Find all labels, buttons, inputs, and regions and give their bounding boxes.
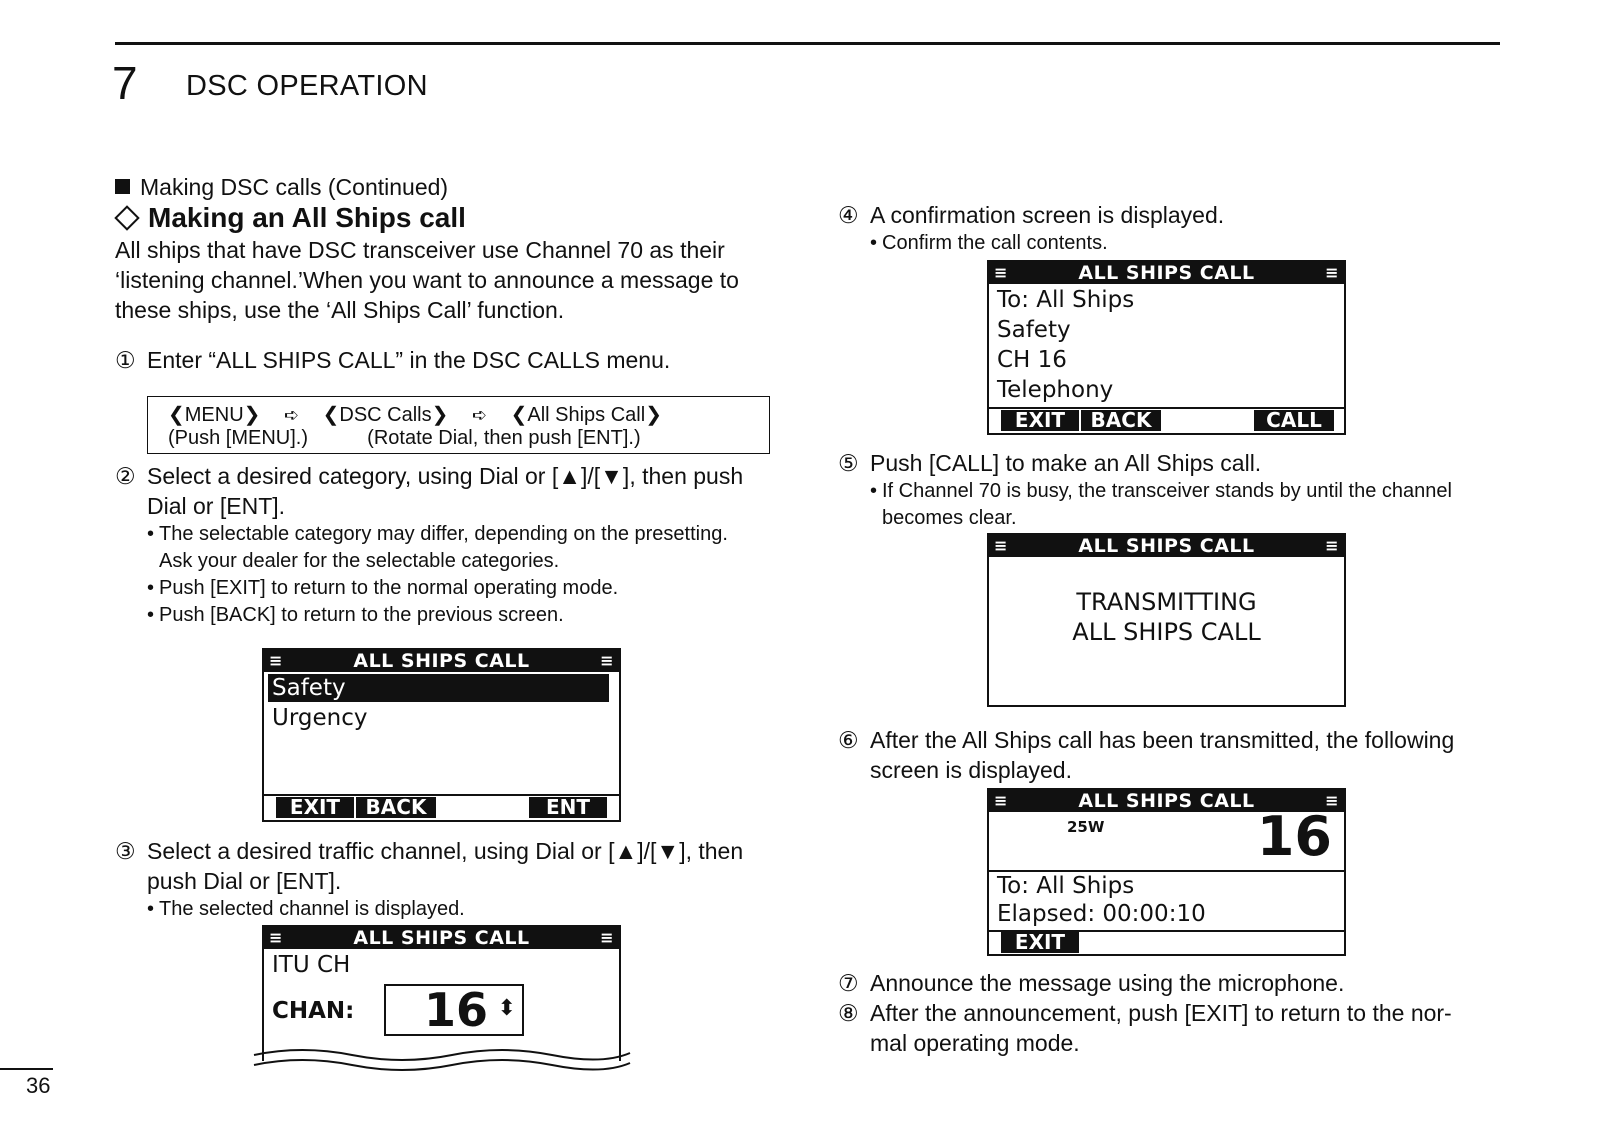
elapsed-time: Elapsed: 00:00:10 <box>997 901 1206 927</box>
step-number: ⑥ <box>838 727 859 753</box>
step-5: ⑤ Push [CALL] to make an All Ships call. • If Channel 70 is busy, the transceiver stands by until the channel becomes clear. <box>870 448 1525 532</box>
step-number: ⑦ <box>838 970 859 996</box>
power-level: 25W <box>1067 818 1105 836</box>
lcd-title-bar: ≡ ALL SHIPS CALL ≡ <box>264 650 619 672</box>
up-down-icon: ⬍ <box>497 996 516 1021</box>
confirm-line: Safety <box>997 317 1071 343</box>
call-softkey[interactable]: CALL <box>1254 410 1334 431</box>
channel-value: 16 <box>424 983 489 1037</box>
exit-softkey[interactable]: EXIT <box>1001 932 1079 953</box>
step-number: ④ <box>838 202 859 228</box>
step-number: ① <box>115 347 136 373</box>
step-1: ① Enter “ALL SHIPS CALL” in the DSC CALLS menu. <box>115 347 671 373</box>
arrow-right-icon: ➪ <box>283 405 300 425</box>
diamond-icon <box>114 205 139 230</box>
category-item[interactable]: Urgency <box>272 705 368 731</box>
after-line: To: All Ships <box>997 873 1135 899</box>
menu-icon: ≡ <box>269 651 283 670</box>
footer-rule <box>0 1068 53 1070</box>
back-softkey[interactable]: BACK <box>1081 410 1161 431</box>
arrow-right-icon: ➪ <box>471 405 488 425</box>
menu-icon: ≡ <box>269 928 283 947</box>
menu-path-push-note: (Push [MENU].) <box>168 427 309 449</box>
exit-softkey[interactable]: EXIT <box>276 797 354 818</box>
lcd-after-softkeys <box>987 932 1346 956</box>
menu-icon: ≡ <box>600 928 614 947</box>
step-2: ② Select a desired category, using Dial or [▲]/[▼], then push Dial or [ENT]. • The selectable category may differ, depending on the presetting. Ask your dealer for the selectable categories. • Push [EXIT] to return to the normal operating mode. • Push [BACK] to return to the previous screen. <box>147 461 802 629</box>
step-number: ⑤ <box>838 450 859 476</box>
square-bullet-icon <box>115 179 130 194</box>
menu-path-box <box>147 396 770 454</box>
transmitting-message: TRANSMITTING ALL SHIPS CALL <box>1072 588 1261 646</box>
step-8: ⑧ After the announcement, push [EXIT] to return to the nor- mal operating mode. <box>838 1000 1452 1056</box>
step-2-notes: • The selectable category may differ, depending on the presetting. Ask your dealer for the selectable categories. • Push [EXIT] to return to the normal operating mode. • Push [BACK] to return to the previous screen. <box>147 521 802 629</box>
lcd-after-call-screen <box>987 788 1346 934</box>
lcd-transmitting-screen <box>987 533 1346 707</box>
ent-softkey[interactable]: ENT <box>529 797 607 818</box>
lcd-title-bar: ≡ ALL SHIPS CALL ≡ <box>989 535 1344 557</box>
chan-label: CHAN: <box>272 998 355 1024</box>
step-3: ③ Select a desired traffic channel, using Dial or [▲]/[▼], then push Dial or [ENT]. • The selected channel is displayed. <box>147 836 802 923</box>
chapter-number: 7 <box>112 57 138 109</box>
step-number: ③ <box>115 838 136 864</box>
step-number: ② <box>115 463 136 489</box>
lcd-confirm-screen <box>987 260 1346 435</box>
lcd-title-bar: ≡ ALL SHIPS CALL ≡ <box>989 790 1344 812</box>
intro-paragraph: All ships that have DSC transceiver use Channel 70 as their ‘listening channel.’When you want to announce a message to these ships, use the ‘All Ships Call’ function. <box>115 237 739 323</box>
menu-path-all-ships: ❮All Ships Call❯ <box>510 404 662 426</box>
category-item-selected[interactable]: Safety <box>268 674 609 702</box>
section-title: Making DSC calls (Continued) <box>115 173 448 201</box>
itu-channel-label: ITU CH <box>272 952 351 978</box>
page-heading: Making an All Ships call <box>114 200 466 236</box>
channel-number: 16 <box>1256 805 1332 868</box>
back-softkey[interactable]: BACK <box>356 797 436 818</box>
lcd-title-bar: ≡ ALL SHIPS CALL ≡ <box>264 927 619 949</box>
chapter-title: DSC OPERATION <box>186 70 428 102</box>
step-6: ⑥ After the All Ships call has been transmitted, the following screen is displayed. <box>838 727 1455 783</box>
lcd-category-screen <box>262 648 621 822</box>
softkey-row <box>989 407 1344 433</box>
menu-icon: ≡ <box>600 651 614 670</box>
menu-path-rotate-note: (Rotate Dial, then push [ENT].) <box>367 427 641 449</box>
page-number: 36 <box>26 1073 51 1098</box>
menu-icon: ≡ <box>994 536 1008 555</box>
menu-icon: ≡ <box>1325 791 1339 810</box>
channel-selector[interactable] <box>384 984 524 1036</box>
step-number: ⑧ <box>838 1000 859 1026</box>
step-4: ④ A confirmation screen is displayed. • Confirm the call contents. <box>870 200 1525 257</box>
menu-path-menu: ❮MENU❯ <box>168 404 261 426</box>
confirm-line: To: All Ships <box>997 287 1135 313</box>
lcd-title-bar: ≡ ALL SHIPS CALL ≡ <box>989 262 1344 284</box>
exit-softkey[interactable]: EXIT <box>1001 410 1079 431</box>
header-rule <box>115 42 1500 45</box>
menu-path-dsc-calls: ❮DSC Calls❯ <box>322 404 449 426</box>
lcd-channel-screen <box>262 925 621 1061</box>
menu-icon: ≡ <box>1325 263 1339 282</box>
screen-cut-icon <box>252 1045 632 1075</box>
menu-icon: ≡ <box>994 263 1008 282</box>
confirm-line: Telephony <box>997 377 1114 403</box>
menu-icon: ≡ <box>994 791 1008 810</box>
confirm-line: CH 16 <box>997 347 1067 373</box>
step-7: ⑦ Announce the message using the microphone. <box>838 970 1345 996</box>
softkey-row <box>264 794 619 820</box>
menu-icon: ≡ <box>1325 536 1339 555</box>
